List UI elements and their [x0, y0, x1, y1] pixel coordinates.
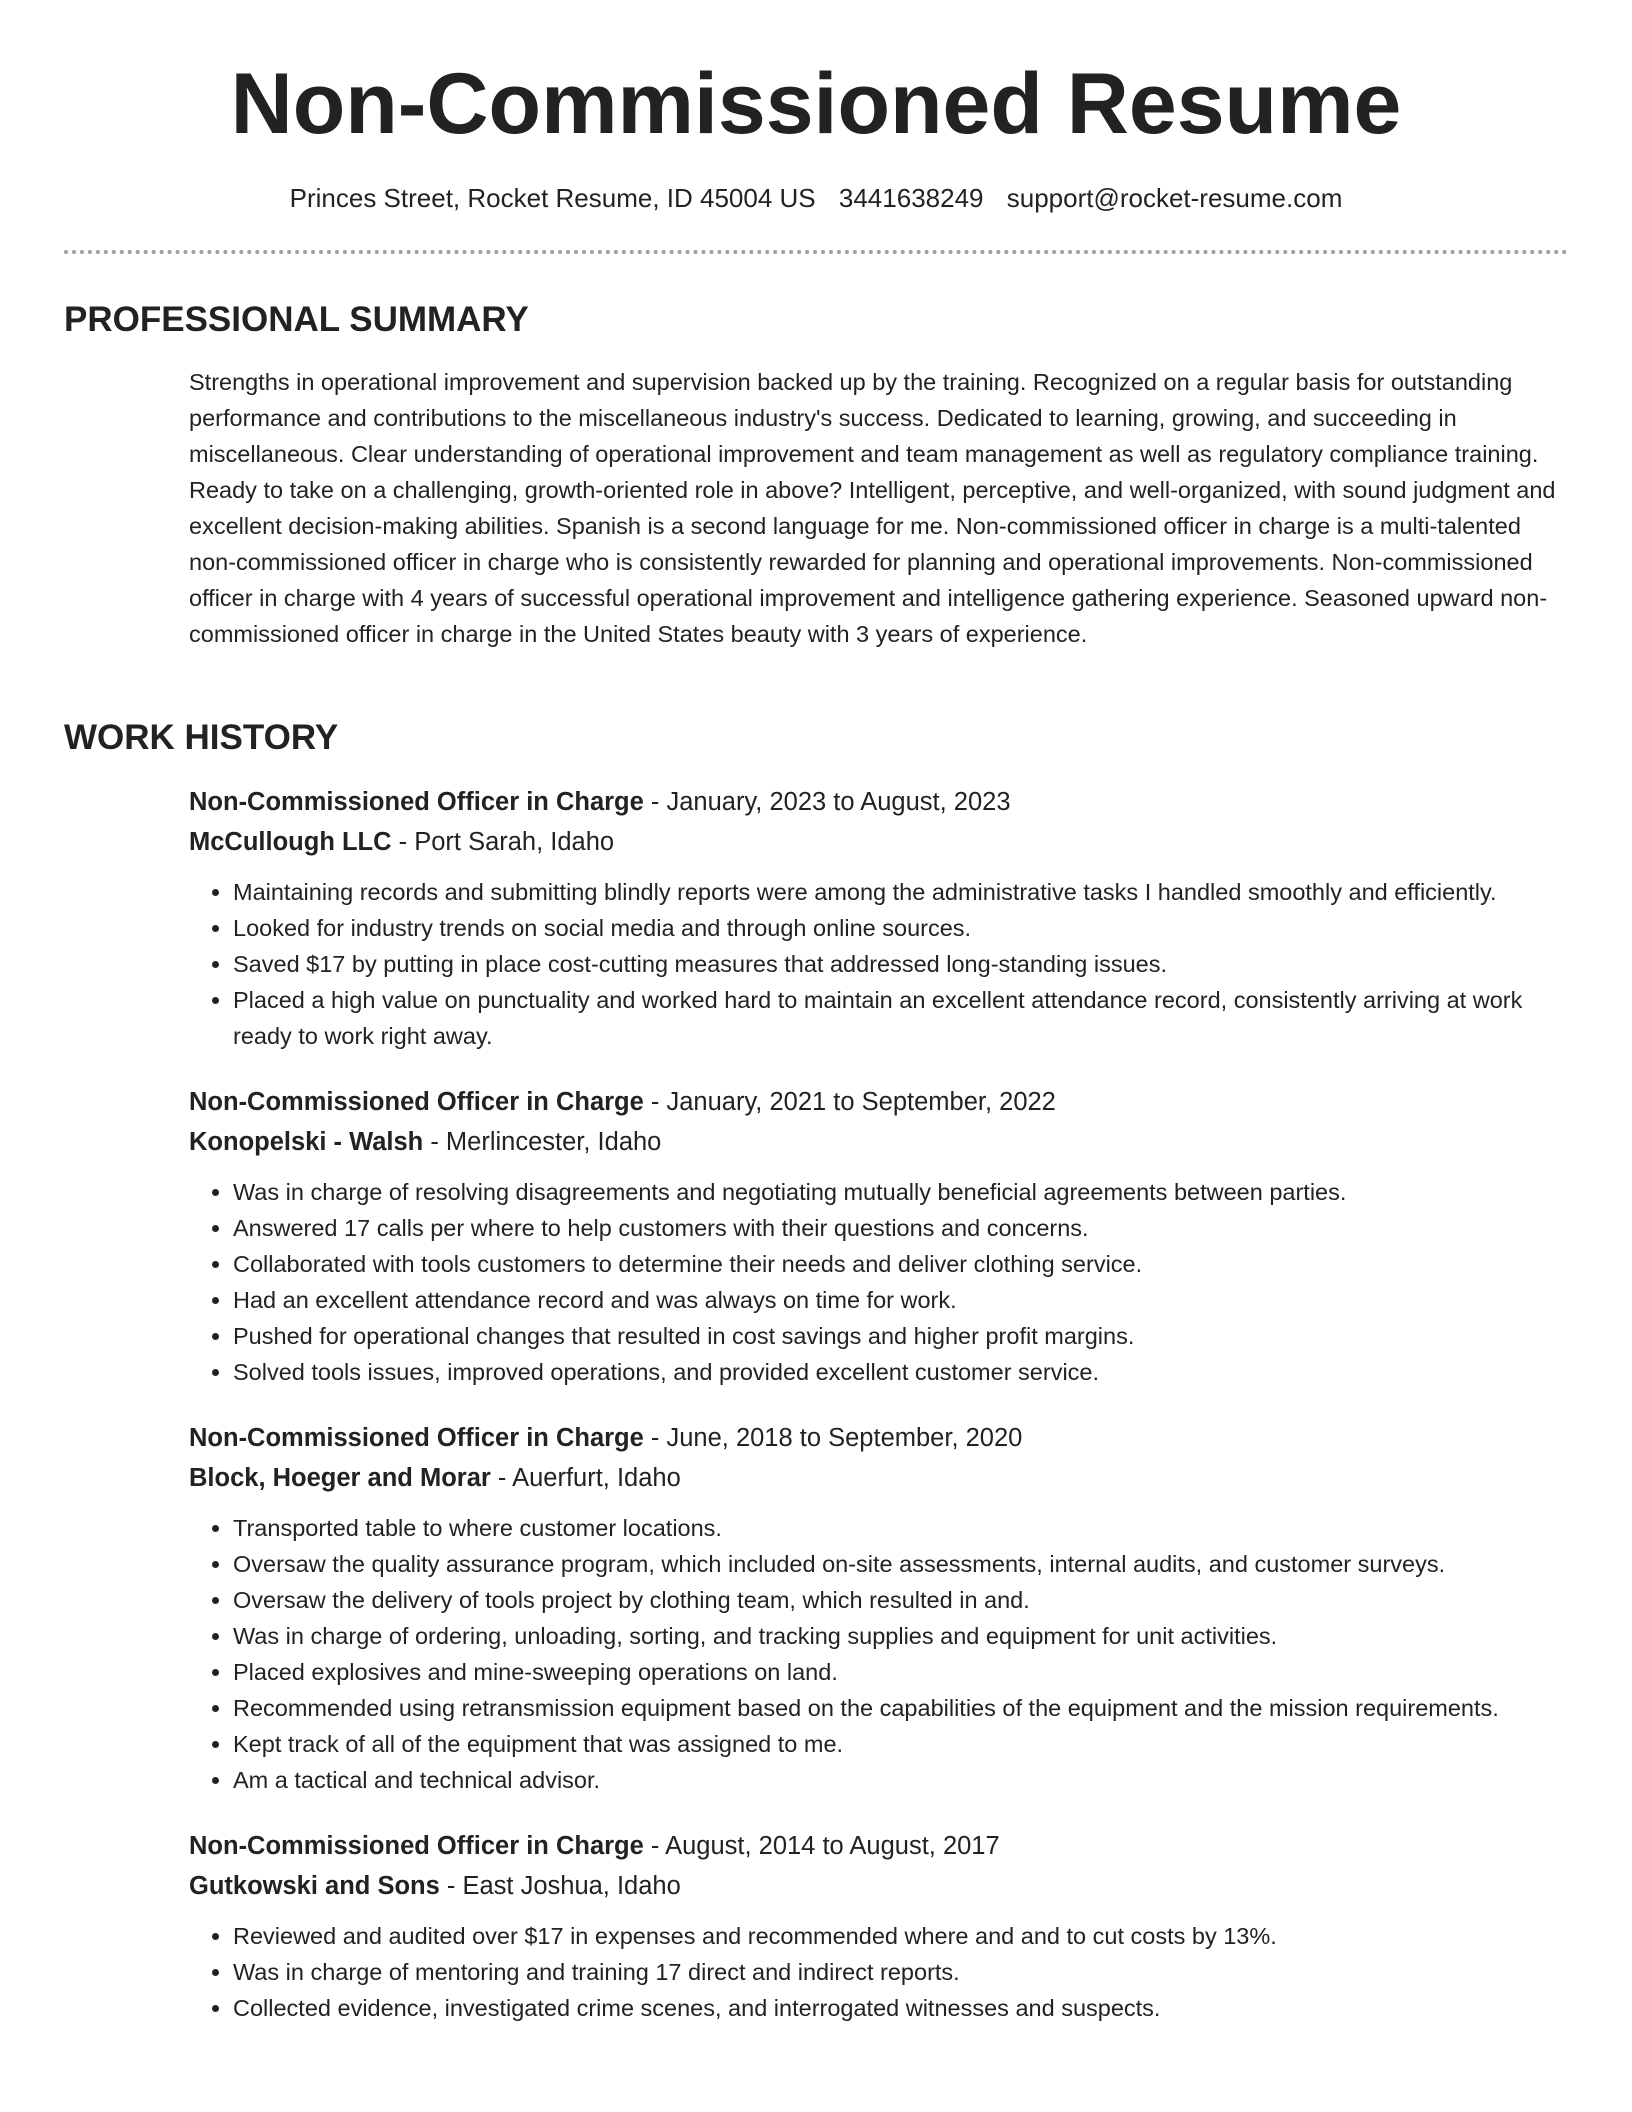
job-location: - Auerfurt, Idaho	[497, 1464, 681, 1492]
job-location: - East Joshua, Idaho	[446, 1872, 681, 1900]
job-company: Block, Hoeger and Morar	[189, 1464, 491, 1492]
job-title-line	[189, 782, 1573, 822]
job-bullet: • Was in charge of ordering, unloading, sorting, and tracking supplies and equipment for unit activities.	[233, 1618, 1573, 1654]
job-entry	[189, 782, 1573, 1054]
job-bullet: • Answered 17 calls per where to help customers with their questions and concerns.	[233, 1210, 1573, 1246]
contact-line	[0, 180, 1632, 216]
job-dates: - January, 2021 to September, 2022	[650, 1088, 1056, 1116]
job-entry	[189, 1826, 1573, 2026]
job-entry	[189, 1082, 1573, 1390]
job-bullets	[189, 1510, 1573, 1798]
job-company: McCullough LLC	[189, 828, 392, 856]
job-entry	[189, 1418, 1573, 1798]
work-history-heading: WORK HISTORY	[64, 718, 339, 757]
resume-name: Non-Commissioned Resume	[230, 56, 1402, 152]
job-company-line	[189, 1458, 1573, 1498]
job-dates: - January, 2023 to August, 2023	[650, 788, 1011, 816]
job-title: Non-Commissioned Officer in Charge	[189, 1424, 644, 1452]
job-bullet: • Transported table to where customer locations.	[233, 1510, 1573, 1546]
summary-heading: PROFESSIONAL SUMMARY	[64, 300, 529, 339]
job-title: Non-Commissioned Officer in Charge	[189, 1088, 644, 1116]
job-location: - Merlincester, Idaho	[430, 1128, 662, 1156]
contact-phone: 3441638249	[838, 183, 984, 213]
job-bullets	[189, 1174, 1573, 1390]
contact-email: support@rocket-resume.com	[1006, 183, 1343, 213]
job-bullets	[189, 874, 1573, 1054]
job-bullet: • Oversaw the delivery of tools project by clothing team, which resulted in and.	[233, 1582, 1573, 1618]
job-bullet: • Looked for industry trends on social media and through online sources.	[233, 910, 1573, 946]
job-dates: - August, 2014 to August, 2017	[650, 1832, 1000, 1860]
job-bullet: • Collected evidence, investigated crime scenes, and interrogated witnesses and suspects.	[233, 1990, 1573, 2026]
job-company-line	[189, 1122, 1573, 1162]
contact-address: Princes Street, Rocket Resume, ID 45004 US	[289, 183, 816, 213]
job-bullet: • Reviewed and audited over $17 in expenses and recommended where and and to cut costs by 13%.	[233, 1918, 1573, 1954]
job-bullets	[189, 1918, 1573, 2026]
job-bullet: • Had an excellent attendance record and was always on time for work.	[233, 1282, 1573, 1318]
job-title-line	[189, 1418, 1573, 1458]
job-bullet: • Solved tools issues, improved operations, and provided excellent customer service.	[233, 1354, 1573, 1390]
job-bullet: • Collaborated with tools customers to determine their needs and deliver clothing service.	[233, 1246, 1573, 1282]
job-bullet: • Was in charge of resolving disagreements and negotiating mutually beneficial agreements between parties.	[233, 1174, 1573, 1210]
job-title: Non-Commissioned Officer in Charge	[189, 1832, 644, 1860]
job-title: Non-Commissioned Officer in Charge	[189, 788, 644, 816]
job-bullet: • Am a tactical and technical advisor.	[233, 1762, 1573, 1798]
job-title-line	[189, 1826, 1573, 1866]
job-company: Gutkowski and Sons	[189, 1872, 440, 1900]
job-company-line	[189, 1866, 1573, 1906]
job-title-line	[189, 1082, 1573, 1122]
work-history-list	[189, 782, 1573, 2054]
job-company: Konopelski - Walsh	[189, 1128, 424, 1156]
job-bullet: • Recommended using retransmission equipment based on the capabilities of the equipment and the mission requirements.	[233, 1690, 1573, 1726]
job-bullet: • Placed a high value on punctuality and worked hard to maintain an excellent attendance record, consistently arriving at work ready to work right away.	[233, 982, 1573, 1054]
job-location: - Port Sarah, Idaho	[398, 828, 615, 856]
job-bullet: • Saved $17 by putting in place cost-cutting measures that addressed long-standing issues.	[233, 946, 1573, 982]
job-bullet: • Pushed for operational changes that resulted in cost savings and higher profit margins.	[233, 1318, 1573, 1354]
summary-text: Strengths in operational improvement and supervision backed up by the training. Recognized on a regular basis for outstanding performance and contributions to the miscellaneous industry's success. Dedicated to learning, growing, and succeeding in miscellaneous. Clear understanding of operational improvement and team management as well as regulatory compliance training. Ready to take on a challenging, growth-oriented role in above? Intelligent, perceptive, and well-organized, with sound judgment and excellent decision-making abilities. Spanish is a second language for me. Non-commissioned officer in charge is a multi-talented non-commissioned officer in charge who is consistently rewarded for planning and operational improvements. Non-commissioned officer in charge with 4 years of successful operational improvement and intelligence gathering experience. Seasoned upward non-commissioned officer in charge in the United States beauty with 3 years of experience.	[189, 369, 1556, 647]
job-bullet: • Was in charge of mentoring and training 17 direct and indirect reports.	[233, 1954, 1573, 1990]
job-bullet: • Kept track of all of the equipment that was assigned to me.	[233, 1726, 1573, 1762]
header-divider	[64, 250, 1568, 254]
job-bullet: • Maintaining records and submitting blindly reports were among the administrative tasks I handled smoothly and efficiently.	[233, 874, 1573, 910]
job-bullet: • Oversaw the quality assurance program, which included on-site assessments, internal audits, and customer surveys.	[233, 1546, 1573, 1582]
job-dates: - June, 2018 to September, 2020	[650, 1424, 1023, 1452]
job-company-line	[189, 822, 1573, 862]
job-bullet: • Placed explosives and mine-sweeping operations on land.	[233, 1654, 1573, 1690]
